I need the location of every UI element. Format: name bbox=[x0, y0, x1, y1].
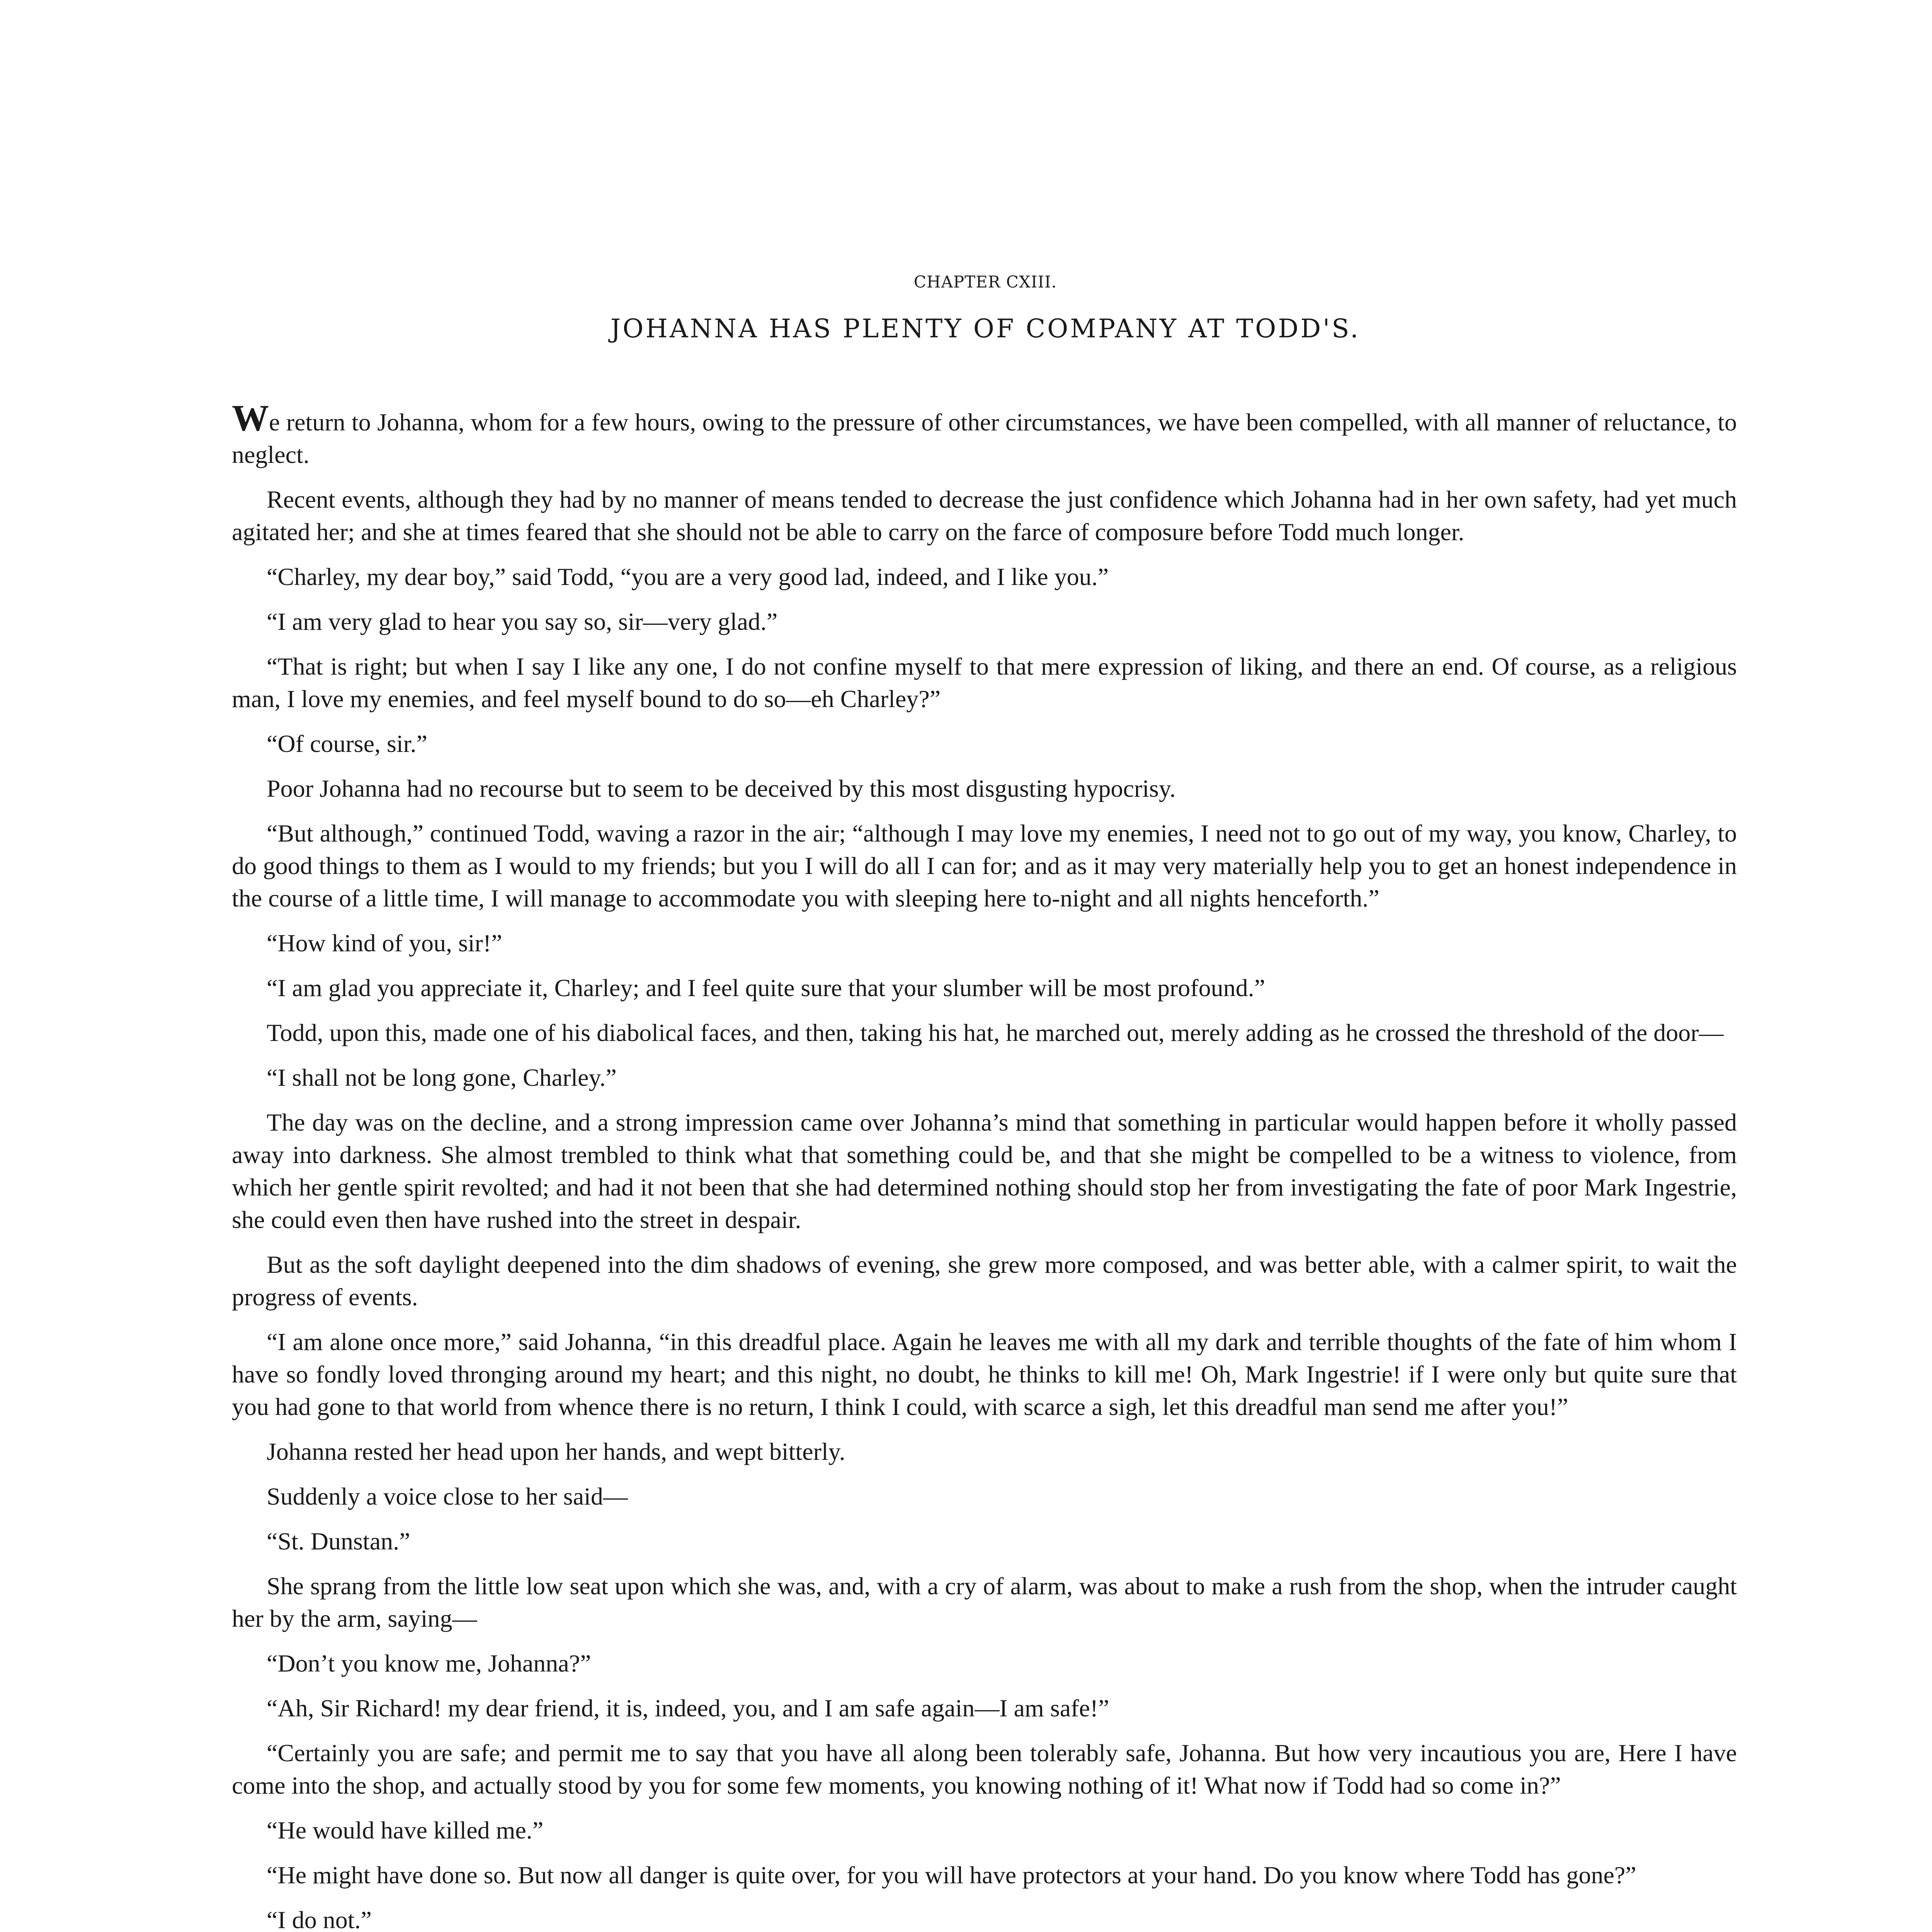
paragraph: Johanna rested her head upon her hands, and wept bitterly. bbox=[267, 1438, 845, 1465]
paragraph: “Of course, sir.” bbox=[267, 730, 427, 757]
paragraph: “But although,” continued Todd, waving a razor in the air; “although I may love my enemies, I need not to go out of my way, you know, Charley, to do good things to them as I would to my friends; but you I will do all I can for; and as it may very materially help you to get an honest independence in the course of a little time, I will manage to accommodate you with sleeping here to-night and all nights henceforth.” bbox=[232, 820, 1737, 912]
chapter-number: CHAPTER CXIII. bbox=[913, 272, 1057, 291]
paragraph: “That is right; but when I say I like any one, I do not confine myself to that mere expression of liking, and there an end. Of course, as a religious man, I love my enemies, and feel myself bound to do so—eh Charley?” bbox=[232, 653, 1737, 713]
paragraph: Todd, upon this, made one of his diabolical faces, and then, taking his hat, he marched out, merely adding as he crossed the threshold of the door— bbox=[267, 1019, 1724, 1046]
paragraph: “He might have done so. But now all danger is quite over, for you will have protectors at your hand. Do you know where Todd has gone?” bbox=[267, 1861, 1636, 1889]
paragraph: “Charley, my dear boy,” said Todd, “you are a very good lad, indeed, and I like you.” bbox=[267, 563, 1109, 590]
paragraph: “I am glad you appreciate it, Charley; and I feel quite sure that your slumber will be most profound.” bbox=[267, 974, 1265, 1002]
paragraph bbox=[232, 397, 1737, 471]
paragraph: “Ah, Sir Richard! my dear friend, it is, indeed, you, and I am safe again—I am safe!” bbox=[267, 1694, 1109, 1722]
paragraph: But as the soft daylight deepened into the dim shadows of evening, she grew more composed, and was better able, with a calmer spirit, to wait the progress of events. bbox=[232, 1251, 1737, 1311]
paragraph: “How kind of you, sir!” bbox=[267, 929, 502, 957]
paragraph: “I do not.” bbox=[267, 1906, 372, 1932]
paragraph: Poor Johanna had no recourse but to seem to be deceived by this most disgusting hypocrisy. bbox=[267, 775, 1176, 802]
paragraph: Recent events, although they had by no manner of means tended to decrease the just confidence which Johanna had in her own safety, had yet much agitated her; and she at times feared that she should not be able to carry on the farce of composure before Todd much longer. bbox=[232, 486, 1737, 546]
paragraph: “St. Dunstan.” bbox=[267, 1527, 410, 1555]
paragraph: “I shall not be long gone, Charley.” bbox=[267, 1064, 617, 1091]
paragraph: “He would have killed me.” bbox=[267, 1816, 544, 1844]
paragraph: The day was on the decline, and a strong impression came over Johanna’s mind that something in particular would happen before it wholly passed away into darkness. She almost trembled to think what that something could be, and that she might be compelled to be a witness to violence, from which her gentle spirit revolted; and had it not been that she had determined nothing should stop her from investigating the fate of poor Mark Ingestrie, she could even then have rushed into the street in despair. bbox=[232, 1109, 1737, 1233]
paragraph: “I am alone once more,” said Johanna, “in this dreadful place. Again he leaves me with all my dark and terrible thoughts of the fate of him whom I have so fondly loved thronging around my heart; and this night, no doubt, he thinks to kill me! Oh, Mark Ingestrie! if I were only but quite sure that you had gone to that world from whence there is no return, I think I could, with scarce a sigh, let this dreadful man send me after you!” bbox=[232, 1328, 1737, 1420]
paragraph: “Don’t you know me, Johanna?” bbox=[267, 1650, 591, 1677]
paragraph: She sprang from the little low seat upon which she was, and, with a cry of alarm, was about to make a rush from the shop, when the intruder caught her by the arm, saying— bbox=[232, 1572, 1737, 1632]
paragraph-text: e return to Johanna, whom for a few hours, owing to the pressure of other circumstances, we have been compelled, with all manner of reluctance, to neglect. bbox=[232, 408, 1737, 468]
paragraph: “I am very glad to hear you say so, sir—very glad.” bbox=[267, 608, 778, 635]
chapter-title: JOHANNA HAS PLENTY OF COMPANY AT TODD'S. bbox=[610, 314, 1361, 344]
drop-cap: W bbox=[232, 397, 269, 439]
paragraph: “Certainly you are safe; and permit me to say that you have all along been tolerably safe, Johanna. But how very incautious you are, Here I have come into the shop, and actually stood by you for some few moments, you knowing nothing of it! What now if Todd had so come in?” bbox=[232, 1739, 1737, 1799]
chapter-body bbox=[232, 397, 1737, 1932]
paragraph: Suddenly a voice close to her said— bbox=[267, 1483, 628, 1510]
